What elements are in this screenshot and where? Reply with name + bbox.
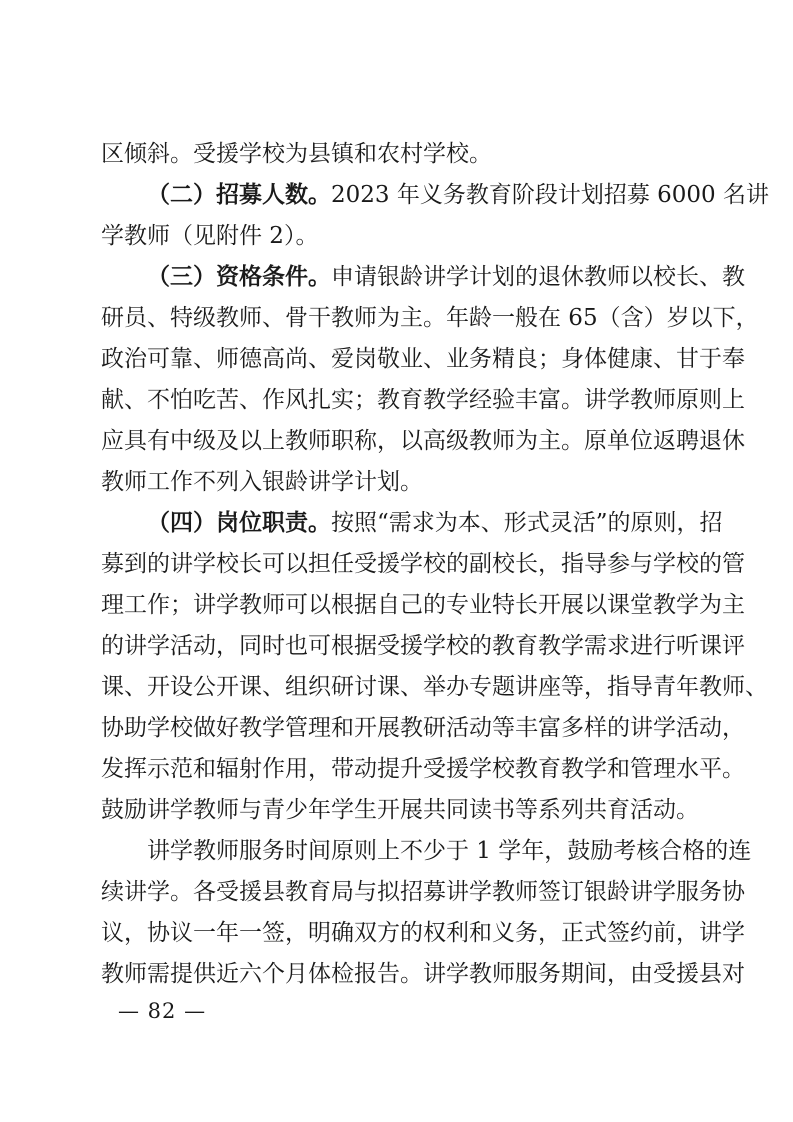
text-line: 献、不怕吃苦、作风扎实；教育教学经验丰富。讲学教师原则上 [101, 387, 745, 413]
text-line: 发挥示范和辐射作用，带动提升受援学校教育教学和管理水平。 [101, 756, 745, 782]
text-line: 续讲学。各受援县教育局与拟招募讲学教师签订银龄讲学服务协 [101, 879, 745, 905]
text-line: 的讲学活动，同时也可根据受援学校的教育教学需求进行听课评 [101, 633, 745, 659]
text-line: 理工作；讲学教师可以根据自己的专业特长开展以课堂教学为主 [101, 592, 745, 618]
section-heading: （三）资格条件。 [147, 263, 331, 290]
text-line: 鼓励讲学教师与青少年学生开展共同读书等系列共育活动。 [101, 797, 699, 823]
text-line: 教师工作不列入银龄讲学计划。 [101, 469, 423, 495]
text-line: 应具有中级及以上教师职称，以高级教师为主。原单位返聘退休 [101, 428, 745, 454]
section-heading-line: （二）招募人数。2023 年义务教育阶段计划招募 6000 名讲 [147, 181, 769, 208]
text-line: 议，协议一年一签，明确双方的权利和义务，正式签约前，讲学 [101, 920, 745, 946]
text-line: 教师需提供近六个月体检报告。讲学教师服务期间，由受援县对 [101, 961, 745, 987]
text-line: 区倾斜。受援学校为县镇和农村学校。 [101, 141, 492, 167]
text-line: 协助学校做好教学管理和开展教研活动等丰富多样的讲学活动， [101, 715, 745, 741]
text-line: 募到的讲学校长可以担任受援学校的副校长，指导参与学校的管 [101, 551, 745, 577]
text-line: 课、开设公开课、组织研讨课、举办专题讲座等，指导青年教师、 [101, 674, 768, 700]
section-heading: （四）岗位职责。 [147, 509, 331, 536]
text-line: 讲学教师服务时间原则上不少于 1 学年，鼓励考核合格的连 [147, 838, 752, 864]
section-heading: （二）招募人数。 [147, 181, 331, 208]
text-line: 学教师（见附件 2）。 [101, 223, 319, 249]
page-number: — 82 — [118, 999, 207, 1023]
text-line: 研员、特级教师、骨干教师为主。年龄一般在 65（含）岁以下， [101, 305, 759, 331]
text-line: 政治可靠、师德高尚、爱岗敬业、业务精良；身体健康、甘于奉 [101, 346, 745, 372]
section-heading-line: （四）岗位职责。按照“需求为本、形式灵活”的原则，招 [147, 509, 723, 536]
section-heading-line: （三）资格条件。申请银龄讲学计划的退休教师以校长、教 [147, 263, 745, 290]
